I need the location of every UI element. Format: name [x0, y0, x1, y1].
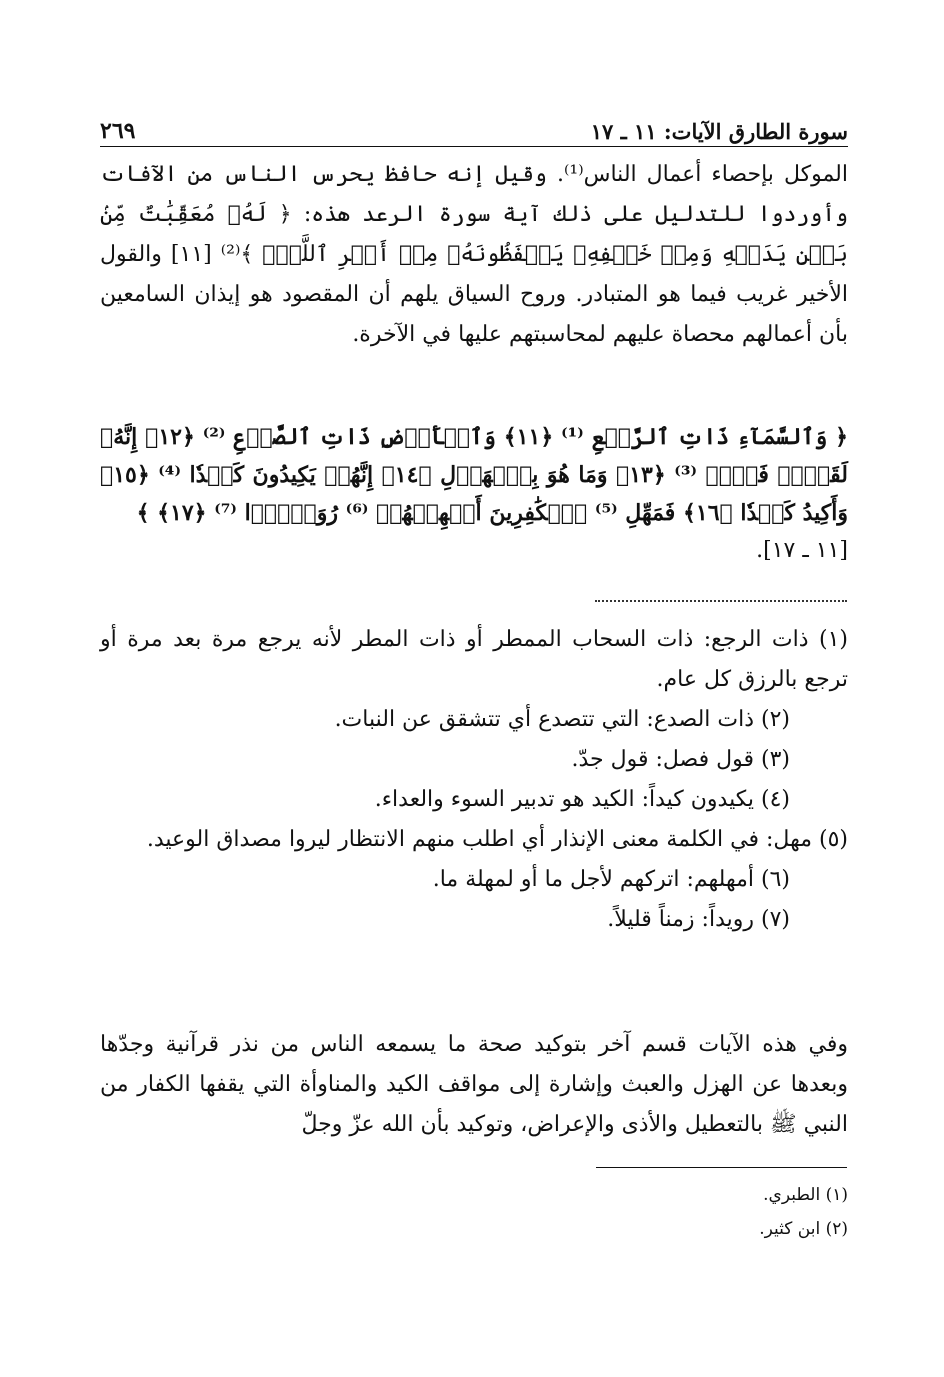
verse-text: ﴿ وَٱلسَّمَآءِ ذَاتِ ٱلرَّجۡعِ ⁽¹⁾ ﴿١١﴾ وَٱلۡأَرۡضِ ذَاتِ ٱلصَّدۡعِ ⁽²⁾ ﴿١٢﴾ إِنَّهُۥ لَقَوۡلٞ فَصۡلٞ ⁽³⁾ ﴿١٣﴾ وَمَا هُوَ بِٱلۡهَزۡلِ ﴿١٤﴾ إِنَّهُمۡ يَكِيدُونَ كَيۡدٗا ⁽⁴⁾ ﴿١٥﴾ وَأَكِيدُ كَيۡدٗا ﴿١٦﴾ فَمَهِّلِ ⁽⁵⁾ ٱلۡكَٰفِرِينَ أَمۡهِلۡهُمۡ ⁽⁶⁾ رُوَيۡدَۢا ⁽⁷⁾ ﴿١٧﴾ ﴾ [100, 424, 848, 526]
commentary-paragraph-2: وفي هذه الآيات قسم آخر بتوكيد صحة ما يسمعه الناس من نذر قرآنية وجدّها وبعدها عن الهزل والعبث وإشارة إلى مواقف الكيد والمناوأة التي يقفها الكفار من النبي ﷺ بالتعطيل والأذى والإعراض، وتوكيد بأن الله عزّ وجلّ [100, 1032, 848, 1137]
footnote-1: (١) الطبري. [763, 1185, 848, 1205]
footnote-rule [596, 1167, 847, 1168]
footnote-2: (٢) ابن كثير. [759, 1219, 848, 1239]
quran-verses [100, 418, 848, 570]
header-rule [100, 146, 848, 147]
verse-reference: [١١ ـ ١٧]. [756, 538, 848, 563]
note-1: (١) ذات الرجع: ذات السحاب الممطر أو ذات المطر لأنه يرجع مرة بعد مرة أو ترجع بالرزق كل عام. [100, 627, 848, 692]
notes-separator [595, 600, 847, 602]
note-5: (٥) مهل: في الكلمة معنى الإنذار أي اطلب منهم الانتظار ليروا مصداق الوعيد. [146, 827, 848, 852]
commentary-paragraph: الموكل بإحصاء أعمال الناس⁽¹⁾. وقيل إنه حافظ يحرس الناس من الآفات وأوردوا للتدليل على ذلك آية سورة الرعد هذه: ﴿ لَهُۥ مُعَقِّبَٰتٌ مِّنۢ بَيۡنِ يَدَيۡهِ وَمِنۡ خَلۡفِهِۦ يَحۡفَظُونَهُۥ مِنۡ أَمۡرِ ٱللَّهِۗ ﴾⁽²⁾ [١١] والقول الأخير غريب فيما هو المتبادر. وروح السياق يلهم أن المقصود هو إيذان السامعين بأن أعمالهم محصاة عليهم لمحاسبتهم عليها في الآخرة. [100, 162, 848, 347]
footnotes [100, 1178, 848, 1246]
note-4: (٤) يكيدون كيداً: الكيد هو تدبير السوء والعداء. [374, 787, 790, 812]
note-2: (٢) ذات الصدع: التي تتصدع أي تتشقق عن النبات. [334, 707, 790, 732]
note-3: (٣) قول فصل: قول جدّ. [571, 747, 790, 772]
page-number: ٢٦٩ [100, 118, 136, 144]
glossary-notes [100, 620, 848, 940]
page-header [100, 108, 848, 144]
note-7: (٧) رويداً: زمناً قليلاً. [607, 907, 790, 932]
note-6: (٦) أمهلهم: اتركهم لأجل ما أو لمهلة ما. [432, 867, 790, 892]
running-title: سورة الطارق الآيات: ١١ ـ ١٧ [590, 119, 848, 144]
